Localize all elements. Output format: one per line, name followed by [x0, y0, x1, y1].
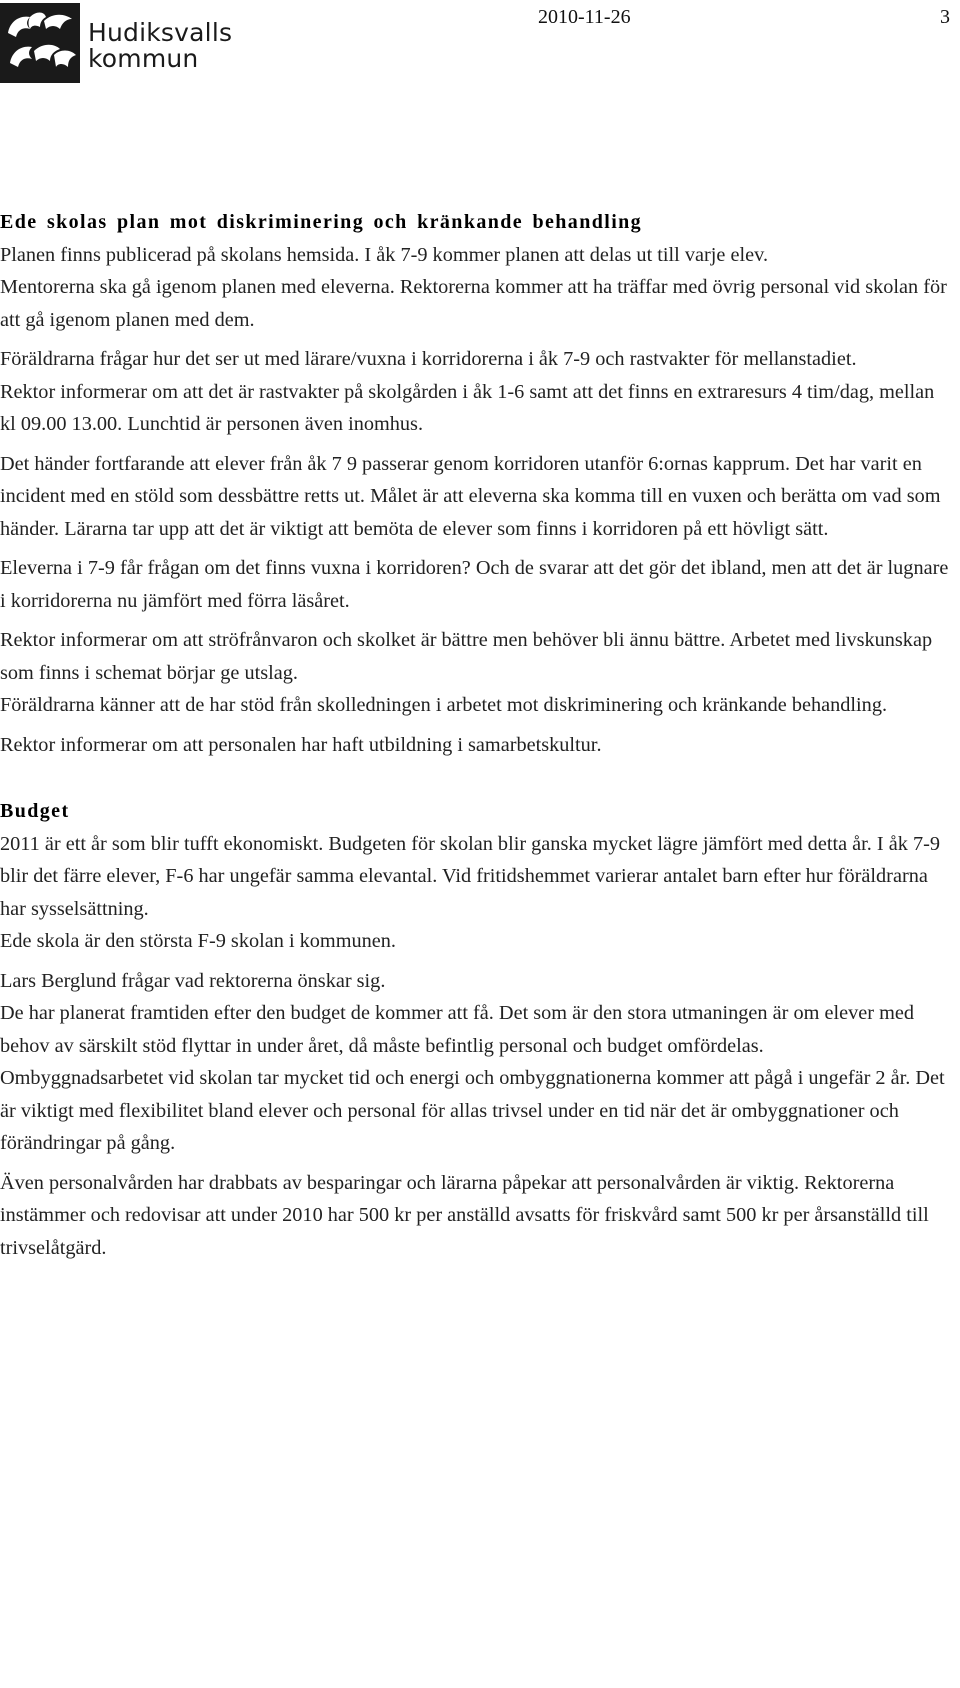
logo-line-1: Hudiksvalls: [88, 18, 233, 47]
page-header: [0, 0, 960, 90]
municipality-logo-icon: [0, 3, 80, 83]
paragraph: Föräldrarna känner att de har stöd från skolledningen i arbetet mot diskriminering och kränkande behandling.: [0, 694, 888, 716]
paragraph: Även personalvården har drabbats av besparingar och lärarna påpekar att personalvården är viktig. Rektorerna instämmer och redovisar att under 2010 har 500 kr per anställd avsatts för friskvård samt 500 kr per årsanställd till trivselåtgärd.: [0, 1171, 929, 1259]
paragraph: Eleverna i 7-9 får frågan om det finns vuxna i korridoren? Och de svarar att det gör det ibland, men att det är lugnare i korridorerna nu jämfört med förra läsåret.: [0, 557, 949, 612]
paragraph: Planen finns publicerad på skolans hemsida. I åk 7-9 kommer planen att delas ut till varje elev.: [0, 243, 769, 266]
document-date: 2010-11-26: [538, 6, 631, 28]
paragraph: De har planerat framtiden efter den budget de kommer att få. Det som är den stora utmaningen är om elever med behov av särskilt stöd flyttar in under året, då måste befintlig personal och budget omfördelas.: [0, 1002, 914, 1057]
section-heading-plan: Ede skolas plan mot diskriminering och kränkande behandling: [0, 211, 643, 233]
paragraph: Föräldrarna frågar hur det ser ut med lärare/vuxna i korridorerna i åk 7-9 och rastvakter för mellanstadiet.: [0, 348, 857, 370]
paragraph: Lars Berglund frågar vad rektorerna önskar sig.: [0, 969, 386, 992]
page-number: 3: [940, 6, 950, 28]
paragraph: Mentorerna ska gå igenom planen med eleverna. Rektorerna kommer att ha träffar med övrig personal vid skolan för att gå igenom planen med dem.: [0, 276, 947, 331]
document-body: [0, 206, 955, 1264]
paragraph: 2011 är ett år som blir tufft ekonomiskt. Budgeten för skolan blir ganska mycket lägre jämfört med detta år. I åk 7-9 blir det färre elever, F-6 har ungefär samma elevantal. Vid fritidshemmet varierar antalet barn efter hur föräldrarna har sysselsättning.: [0, 832, 941, 920]
paragraph: Rektor informerar om att personalen har haft utbildning i samarbetskultur.: [0, 733, 602, 756]
section-heading-budget: Budget: [0, 800, 70, 822]
logo-line-2: kommun: [88, 44, 199, 73]
municipality-name: [88, 20, 232, 72]
paragraph: Det händer fortfarande att elever från åk 7 9 passerar genom korridoren utanför 6:ornas kapprum. Det har varit en incident med en stöld som dessbättre retts ut. Målet är att eleverna ska komma till en vuxen och berätta om vad som händer. Lärarna tar upp att det är viktigt att bemöta de elever som finns i korridoren på ett hövligt sätt.: [0, 452, 941, 540]
paragraph: Ede skola är den största F-9 skolan i kommunen.: [0, 930, 396, 952]
paragraph: Ombyggnadsarbetet vid skolan tar mycket tid och energi och ombyggnationerna kommer att pågå i ungefär 2 år. Det är viktigt med flexibilitet bland elever och personal för allas trivsel under en tid när det är ombyggnationer och förändringar på gång.: [0, 1067, 945, 1154]
paragraph: Rektor informerar om att det är rastvakter på skolgården i åk 1-6 samt att det finns en extraresurs 4 tim/dag, mellan kl 09.00 13.00. Lunchtid är personen även inomhus.: [0, 380, 935, 435]
paragraph: Rektor informerar om att ströfrånvaron och skolket är bättre men behöver bli ännu bättre. Arbetet med livskunskap som finns i schemat börjar ge utslag.: [0, 629, 933, 684]
